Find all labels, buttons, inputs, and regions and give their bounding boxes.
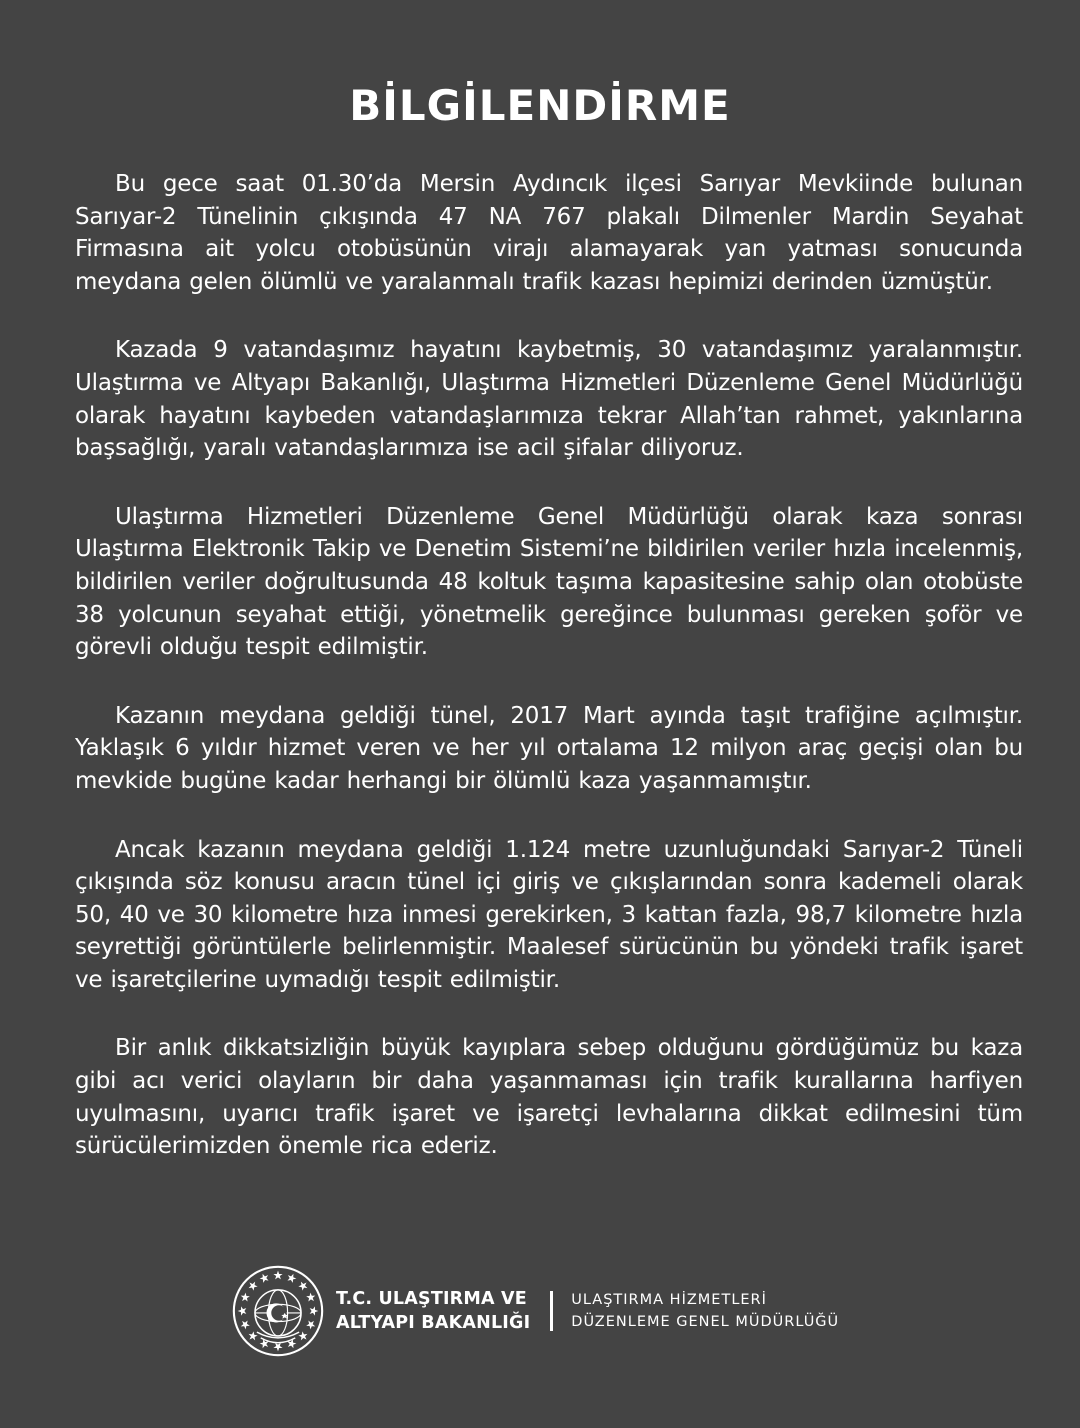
ministry-emblem-icon xyxy=(230,1263,326,1359)
footer-divider xyxy=(550,1291,553,1331)
announcement-body xyxy=(75,168,1023,1199)
directorate-name xyxy=(571,1289,839,1333)
paragraph-2: Kazada 9 vatandaşımız hayatını kaybetmiş, 30 vatandaşımız yaralanmıştır. Ulaştırma ve Altyapı Bakanlığı, Ulaştırma Hizmetleri Düzenleme Genel Müdürlüğü olarak hayatını kaybeden vatandaşlarımıza tekrar Allah’tan rahmet, yakınlarına başsağlığı, yaralı vatandaşlarımıza ise acil şifalar diliyoruz. xyxy=(75,337,1023,462)
ministry-name xyxy=(336,1287,530,1335)
paragraph-4: Kazanın meydana geldiği tünel, 2017 Mart ayında taşıt trafiğine açılmıştır. Yaklaşık 6 yıldır hizmet veren ve her yıl ortalama 12 milyon araç geçişi olan bu mevkide bugüne kadar herhangi bir ölümlü kaza yaşanmamıştır. xyxy=(75,702,1023,794)
paragraph-5: Ancak kazanın meydana geldiği 1.124 metre uzunluğundaki Sarıyar-2 Tüneli çıkışında söz konusu aracın tünel içi giriş ve çıkışlarından sonra kademeli olarak 50, 40 ve 30 kilometre hıza inmesi gerekirken, 3 kattan fazla, 98,7 kilometre hızla seyrettiği görüntülerle belirlenmiştir. Maalesef sürücünün bu yöndeki trafik işaret ve işaretçilerine uymadığı tespit edilmiştir. xyxy=(75,836,1023,993)
directorate-name-line2: DÜZENLEME GENEL MÜDÜRLÜĞÜ xyxy=(571,1314,840,1330)
paragraph-1: Bu gece saat 01.30’da Mersin Aydıncık ilçesi Sarıyar Mevkiinde bulunan Sarıyar-2 Tünelinin çıkışında 47 NA 767 plakalı Dilmenler Mardin Seyahat Firmasına ait yolcu otobüsünün virajı alamayarak yan yatması sonucunda meydana gelen ölümlü ve yaralanmalı trafik kazası hepimizi derinden üzmüştür. xyxy=(75,171,1023,295)
ministry-name-line2: ALTYAPI BAKANLIĞI xyxy=(336,1313,531,1333)
footer-logo-block xyxy=(230,1263,839,1359)
paragraph-6: Bir anlık dikkatsizliğin büyük kayıplara sebep olduğunu gördüğümüz bu kaza gibi acı verici olayların bir daha yaşanmaması için trafik kurallarına harfiyen uyulmasını, uyarıcı trafik işaret ve işaretçi levhalarına dikkat edilmesini tüm sürücülerimizden önemle rica ederiz. xyxy=(75,1035,1023,1160)
paragraph-3: Ulaştırma Hizmetleri Düzenleme Genel Müdürlüğü olarak kaza sonrası Ulaştırma Elektronik Takip ve Denetim Sistemi’ne bildirilen veriler hızla incelenmiş, bildirilen veriler doğrultusunda 48 koltuk taşıma kapasitesine sahip olan otobüste 38 yolcunun seyahat ettiği, yönetmelik gereğince bulunması gereken şoför ve görevli olduğu tespit edilmiştir. xyxy=(75,503,1023,661)
directorate-name-line1: ULAŞTIRMA HİZMETLERİ xyxy=(571,1292,767,1308)
page-title: BİLGİLENDİRME xyxy=(349,81,731,130)
ministry-name-line1: T.C. ULAŞTIRMA VE xyxy=(336,1289,527,1309)
